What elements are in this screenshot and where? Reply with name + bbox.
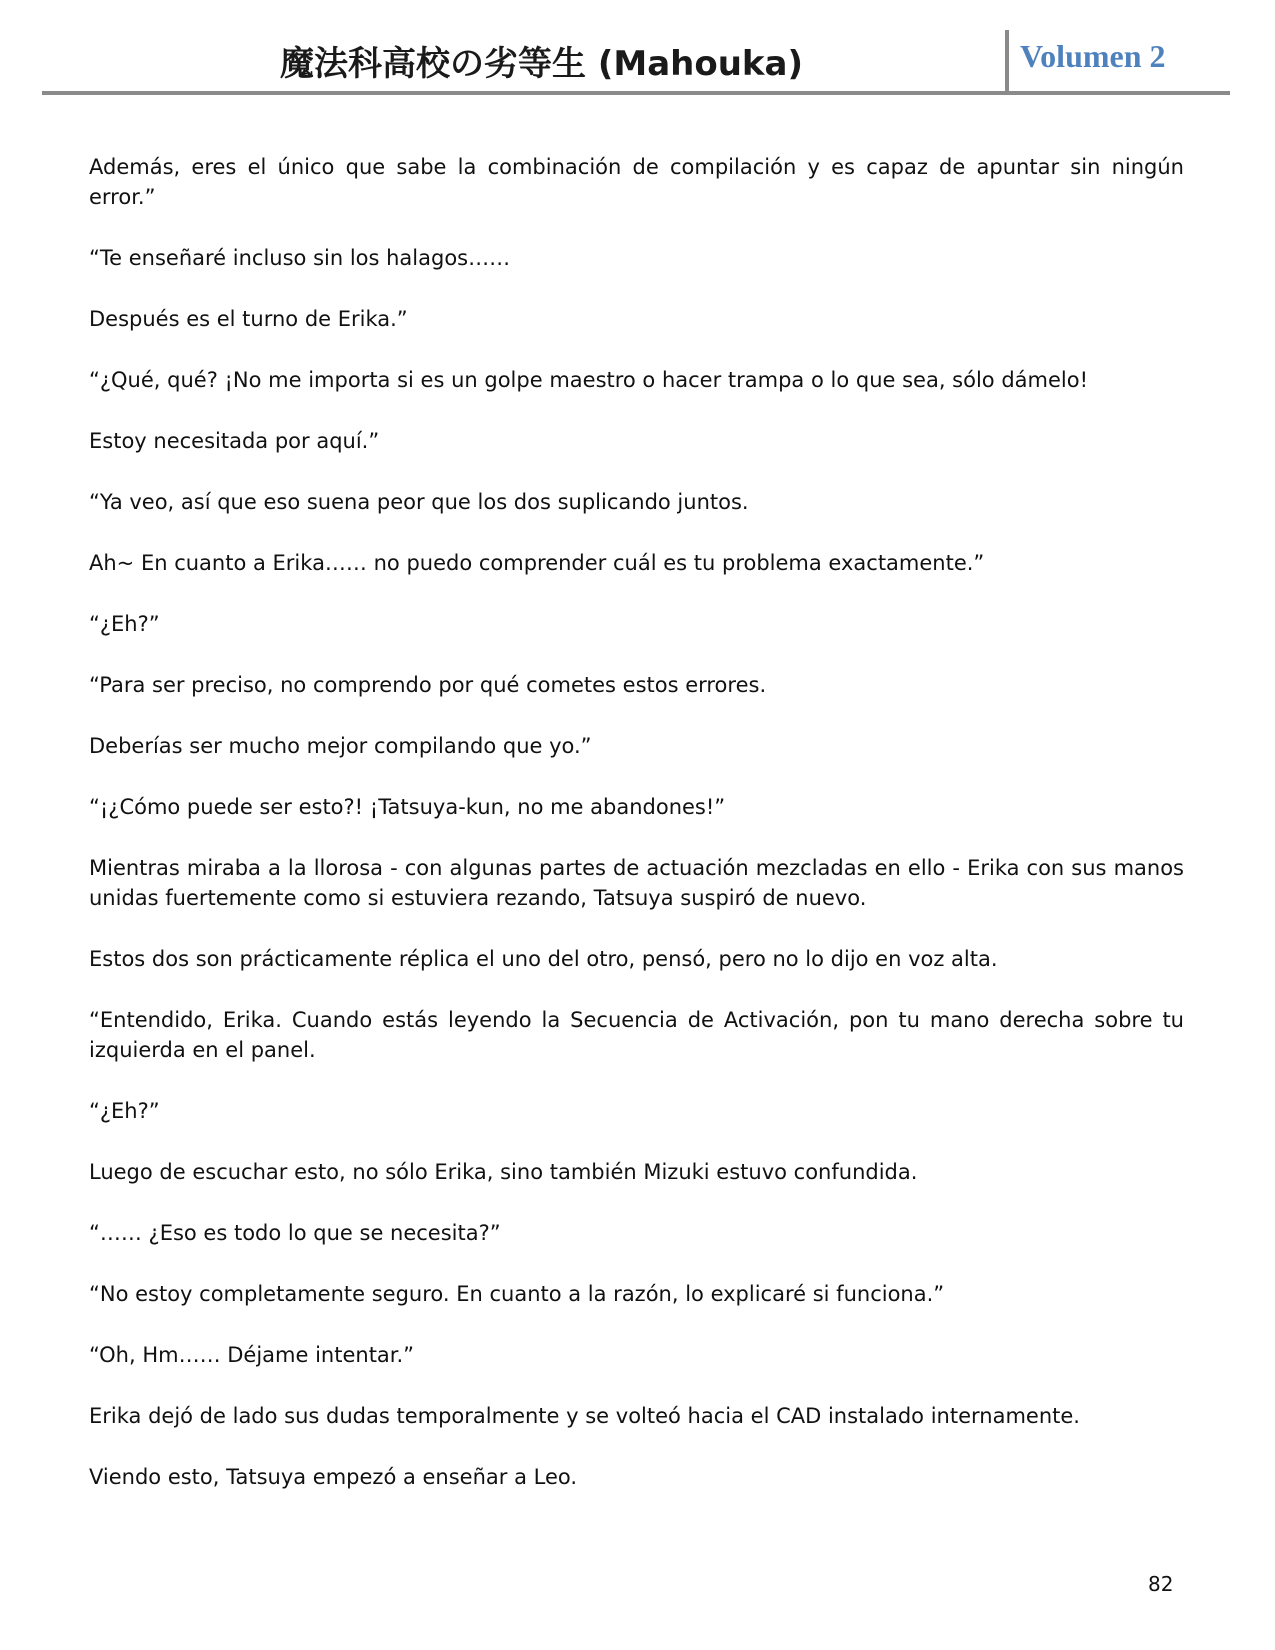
paragraph: “…… ¿Eso es todo lo que se necesita?” bbox=[89, 1221, 501, 1245]
paragraph: Erika dejó de lado sus dudas temporalmente y se volteó hacia el CAD instalado internamente. bbox=[89, 1404, 1080, 1428]
paragraph: Ah~ En cuanto a Erika…… no puedo comprender cuál es tu problema exactamente.” bbox=[89, 551, 985, 575]
paragraph: Después es el turno de Erika.” bbox=[89, 307, 408, 331]
paragraph: “No estoy completamente seguro. En cuanto a la razón, lo explicaré si funciona.” bbox=[89, 1282, 945, 1306]
paragraph: Luego de escuchar esto, no sólo Erika, sino también Mizuki estuvo confundida. bbox=[89, 1160, 918, 1184]
paragraph: Deberías ser mucho mejor compilando que yo.” bbox=[89, 734, 592, 758]
page-number: 82 bbox=[1148, 1572, 1174, 1596]
paragraph: Estoy necesitada por aquí.” bbox=[89, 429, 380, 453]
paragraph: “Entendido, Erika. Cuando estás leyendo la Secuencia de Activación, pon tu mano derecha sobre tu izquierda en el panel. bbox=[89, 1008, 1184, 1062]
paragraph: Mientras miraba a la llorosa - con algunas partes de actuación mezcladas en ello - Erika con sus manos unidas fuertemente como si estuviera rezando, Tatsuya suspiró de nuevo. bbox=[89, 856, 1184, 910]
paragraph: “Oh, Hm…… Déjame intentar.” bbox=[89, 1343, 415, 1367]
paragraph: Además, eres el único que sabe la combinación de compilación y es capaz de apuntar sin ningún error.” bbox=[89, 155, 1184, 209]
paragraph: Viendo esto, Tatsuya empezó a enseñar a Leo. bbox=[89, 1465, 578, 1489]
paragraph: “¡¿Cómo puede ser esto?! ¡Tatsuya-kun, no me abandones!” bbox=[89, 795, 726, 819]
page-body bbox=[89, 152, 1184, 1523]
paragraph: “Ya veo, así que eso suena peor que los dos suplicando juntos. bbox=[89, 490, 749, 514]
paragraph: “¿Eh?” bbox=[89, 1099, 160, 1123]
page-header bbox=[0, 0, 1275, 96]
paragraph: “¿Qué, qué? ¡No me importa si es un golpe maestro o hacer trampa o lo que sea, sólo dámelo! bbox=[89, 368, 1088, 392]
paragraph: “¿Eh?” bbox=[89, 612, 160, 636]
paragraph: “Para ser preciso, no comprendo por qué cometes estos errores. bbox=[89, 673, 767, 697]
volume-label: Volumen 2 bbox=[1020, 38, 1166, 74]
paragraph: Estos dos son prácticamente réplica el uno del otro, pensó, pero no lo dijo en voz alta. bbox=[89, 947, 998, 971]
paragraph: “Te enseñaré incluso sin los halagos…… bbox=[89, 246, 511, 270]
book-title: 魔法科高校の劣等生 (Mahouka) bbox=[280, 44, 804, 84]
header-rule bbox=[42, 91, 1230, 95]
header-divider bbox=[1005, 30, 1009, 92]
